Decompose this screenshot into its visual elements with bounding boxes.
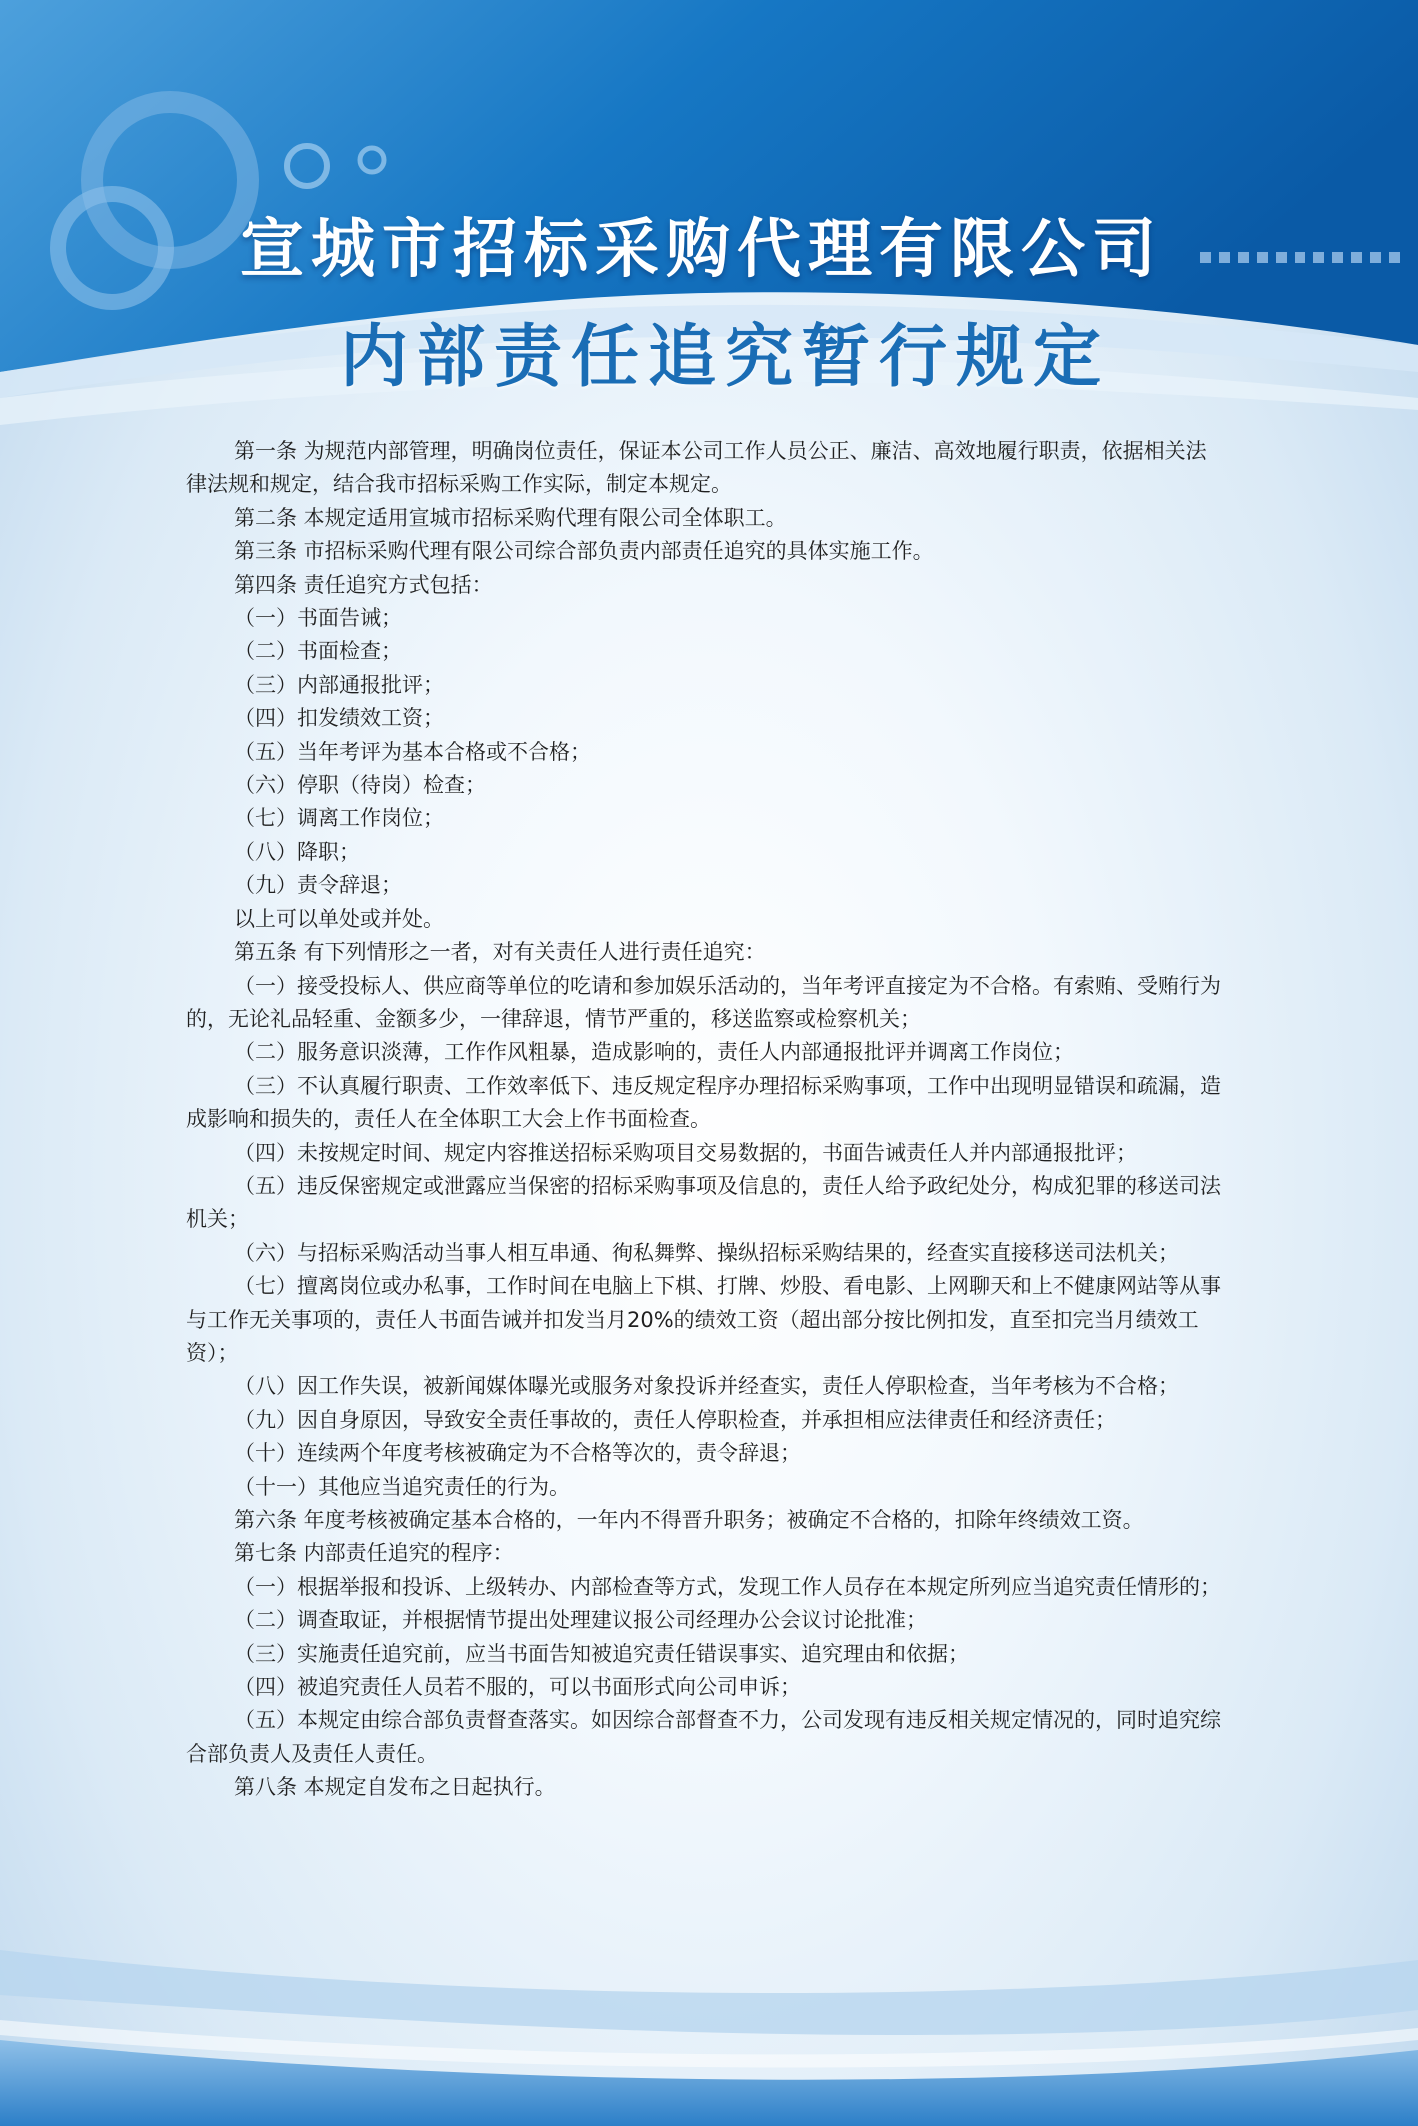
paragraph: 以上可以单处或并处。 <box>234 906 444 931</box>
paragraph: 第五条 有下列情形之一者，对有关责任人进行责任追究： <box>234 940 766 965</box>
list-item: （三）实施责任追究前，应当书面告知被追究责任错误事实、追究理由和依据； <box>234 1641 969 1666</box>
list-item: （一）根据举报和投诉、上级转办、内部检查等方式，发现工作人员存在本规定所列应当追究责任情形的； <box>234 1574 1221 1599</box>
list-item: （十一）其他应当追究责任的行为。 <box>234 1474 570 1499</box>
paragraph: 第六条 年度考核被确定基本合格的，一年内不得晋升职务；被确定不合格的，扣除年终绩效工资。 <box>234 1508 1144 1532</box>
paragraph: 第八条 本规定自发布之日起执行。 <box>234 1775 556 1800</box>
list-item: （九）因自身原因，导致安全责任事故的，责任人停职检查，并承担相应法律责任和经济责任； <box>234 1407 1116 1432</box>
page-title: 内部责任追究暂行规定 <box>340 318 1111 397</box>
title-block <box>0 210 1418 400</box>
list-item: （七）调离工作岗位； <box>234 806 444 831</box>
list-item: （一）接受投标人、供应商等单位的吃请和参加娱乐活动的，当年考评直接定为不合格。有索贿、受贿行为的，无论礼品轻重、金额多少，一律辞退，情节严重的，移送监察或检察机关； <box>186 973 1221 1031</box>
list-item: （一）书面告诫； <box>234 606 402 631</box>
list-item: （十）连续两个年度考核被确定为不合格等次的，责令辞退； <box>234 1441 801 1466</box>
list-item: （七）擅离岗位或办私事，工作时间在电脑上下棋、打牌、炒股、看电影、上网聊天和上不健康网站等从事与工作无关事项的，责任人书面告诫并扣发当月20%的绩效工资（超出部分按比例扣发，直至扣完当月绩效工资）； <box>186 1274 1221 1365</box>
list-item: （五）本规定由综合部负责督查落实。如因综合部督查不力，公司发现有违反相关规定情况的，同时追究综合部负责人及责任人责任。 <box>186 1708 1221 1766</box>
list-item: （五）当年考评为基本合格或不合格； <box>234 739 591 764</box>
regulation-body <box>186 435 1226 1805</box>
paragraph: 第七条 内部责任追究的程序： <box>234 1541 514 1566</box>
paragraph: 第一条 为规范内部管理，明确岗位责任，保证本公司工作人员公正、廉洁、高效地履行职责，依据相关法律法规和规定，结合我市招标采购工作实际，制定本规定。 <box>186 439 1207 497</box>
list-item: （二）服务意识淡薄，工作作风粗暴，造成影响的，责任人内部通报批评并调离工作岗位； <box>234 1040 1074 1065</box>
list-item: （四）未按规定时间、规定内容推送招标采购项目交易数据的，书面告诫责任人并内部通报批评； <box>234 1140 1137 1165</box>
paragraph: 第二条 本规定适用宣城市招标采购代理有限公司全体职工。 <box>234 505 787 530</box>
list-item: （四）扣发绩效工资； <box>234 706 444 731</box>
list-item: （六）与招标采购活动当事人相互串通、徇私舞弊、操纵招标采购结果的，经查实直接移送司法机关； <box>234 1240 1179 1265</box>
list-item: （六）停职（待岗）检查； <box>234 773 486 798</box>
list-item: （八）降职； <box>234 839 360 864</box>
list-item: （四）被追究责任人员若不服的，可以书面形式向公司申诉； <box>234 1675 801 1700</box>
list-item: （八）因工作失误，被新闻媒体曝光或服务对象投诉并经查实，责任人停职检查，当年考核为不合格； <box>234 1374 1179 1399</box>
paragraph: 第三条 市招标采购代理有限公司综合部负责内部责任追究的具体实施工作。 <box>234 539 934 564</box>
list-item: （二）调查取证，并根据情节提出处理建议报公司经理办公会议讨论批准； <box>234 1608 927 1633</box>
list-item: （五）违反保密规定或泄露应当保密的招标采购事项及信息的，责任人给予政纪处分，构成犯罪的移送司法机关； <box>186 1173 1221 1232</box>
bottom-swoosh-1 <box>0 1950 1418 2035</box>
list-item: （三）内部通报批评； <box>234 672 444 697</box>
list-item: （三）不认真履行职责、工作效率低下、违反规定程序办理招标采购事项，工作中出现明显错误和疏漏，造成影响和损失的，责任人在全体职工大会上作书面检查。 <box>186 1073 1221 1132</box>
paragraph: 第四条 责任追究方式包括： <box>234 572 493 597</box>
list-item: （二）书面检查； <box>234 639 402 664</box>
company-name: 宣城市招标采购代理有限公司 <box>240 213 1163 287</box>
list-item: （九）责令辞退； <box>234 873 402 898</box>
